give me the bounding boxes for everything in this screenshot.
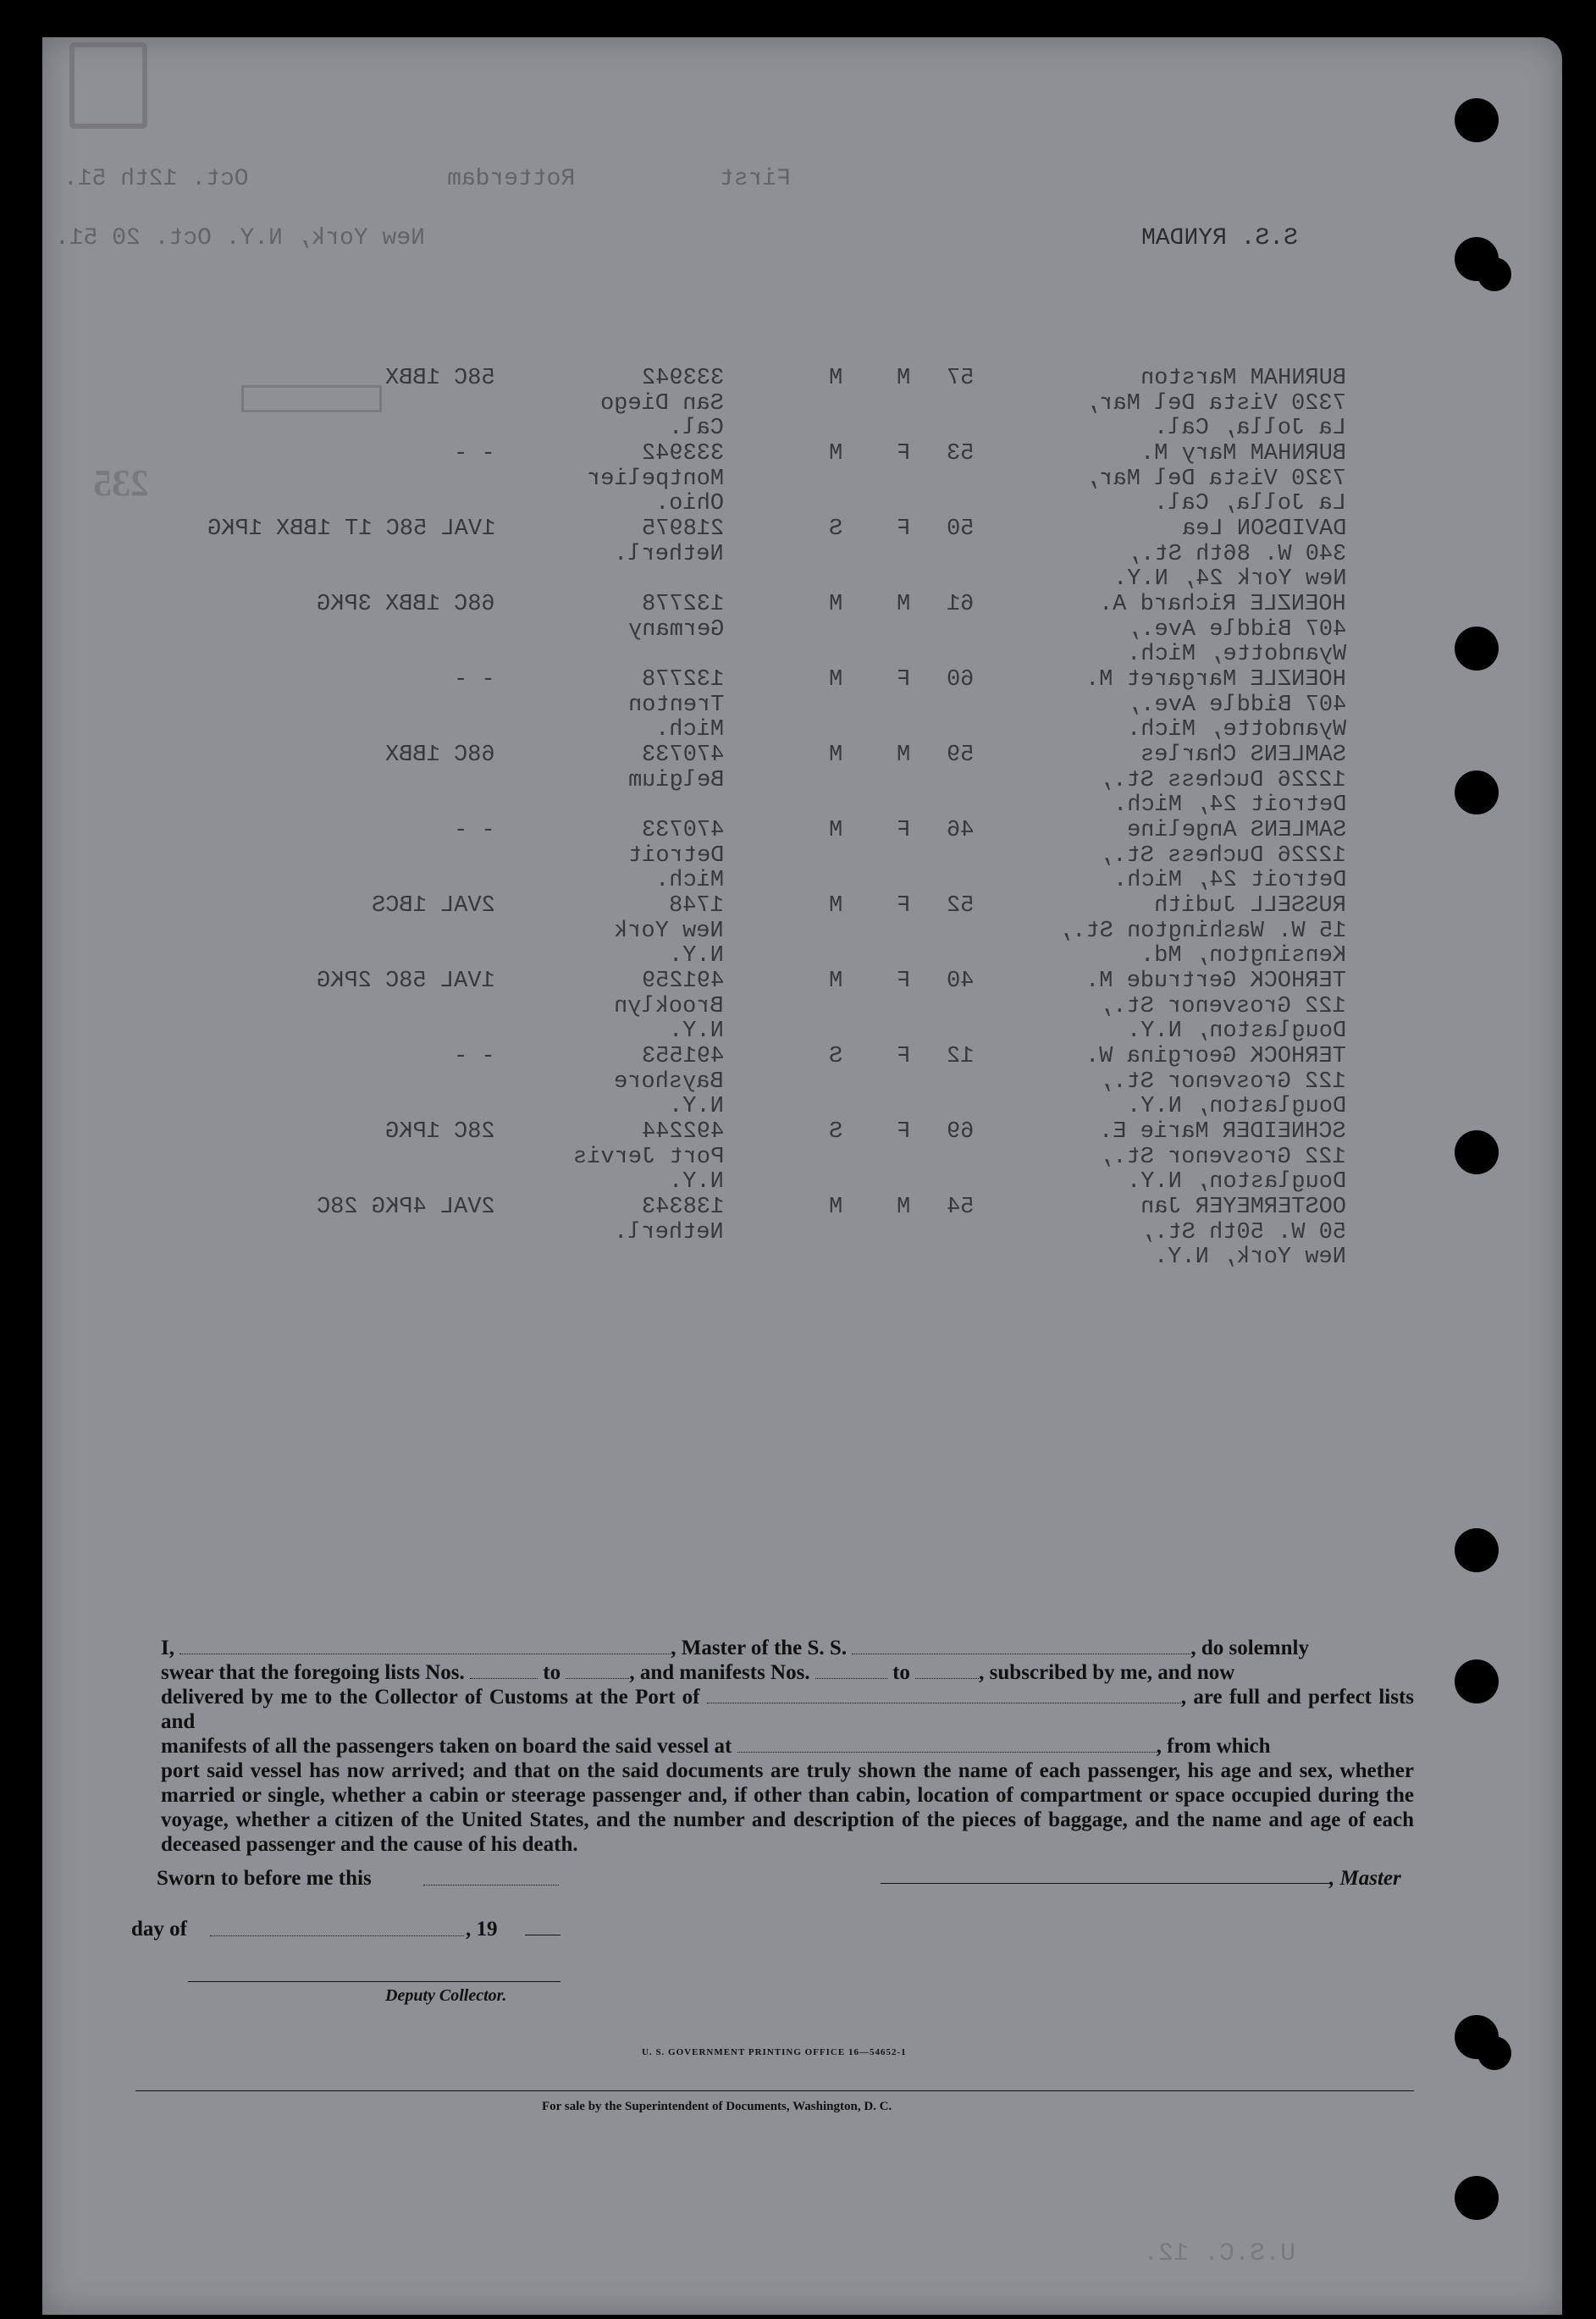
passenger-line: 122 Grosvenor St., bbox=[1099, 1144, 1346, 1170]
passenger-line: BURNHAM Mary M. bbox=[1140, 441, 1346, 467]
passenger-line: Detroit 24, Mich. bbox=[1113, 868, 1346, 893]
passenger-place: Cal. bbox=[669, 416, 724, 441]
passenger-line: Wyandotte, Mich. bbox=[1126, 642, 1346, 667]
passenger-line: 122 Grosvenor St., bbox=[1099, 993, 1346, 1019]
arrival-date: New York, N.Y. Oct. 20 51. bbox=[55, 225, 425, 251]
passenger-age: 60 bbox=[946, 667, 974, 693]
passenger-document: 491553 bbox=[641, 1044, 724, 1069]
form-number: U.S.C. 12. bbox=[1143, 2239, 1296, 2268]
passenger-line: HOENZLE Richard A. bbox=[1099, 592, 1346, 617]
passenger-line: Detroit 24, Mich. bbox=[1113, 792, 1346, 818]
passenger-marital: M bbox=[828, 1195, 842, 1220]
passenger-age: 59 bbox=[946, 743, 974, 768]
passenger-marital: M bbox=[828, 441, 842, 467]
passenger-line: SCHNEIDER Marie E. bbox=[1099, 1119, 1346, 1145]
sworn-label: Sworn to before me this bbox=[157, 1867, 372, 1890]
passenger-line: HOENZLE Margaret M. bbox=[1085, 667, 1346, 693]
master-label: , Master bbox=[1329, 1867, 1401, 1890]
passenger-place: N.Y. bbox=[669, 1094, 724, 1119]
passenger-marital: M bbox=[828, 743, 842, 768]
passenger-age: 61 bbox=[946, 592, 974, 617]
passenger-baggage: 28C 1PKG bbox=[385, 1119, 495, 1145]
passenger-place: Mich. bbox=[654, 717, 724, 743]
passenger-line: New York, N.Y. bbox=[1154, 1245, 1346, 1270]
passenger-place: Germany bbox=[627, 616, 724, 643]
passenger-place: Detroit bbox=[627, 842, 724, 869]
passenger-marital: M bbox=[828, 969, 842, 994]
passenger-document: 333942 bbox=[641, 366, 724, 391]
passenger-document: 132778 bbox=[641, 667, 724, 693]
passenger-sex: F bbox=[896, 893, 910, 919]
passenger-document: 470733 bbox=[641, 818, 724, 843]
passenger-sex: M bbox=[896, 1195, 910, 1220]
passenger-line: New York 24, N.Y. bbox=[1113, 566, 1346, 592]
passenger-sex: F bbox=[896, 969, 910, 994]
passenger-place: N.Y. bbox=[669, 1169, 724, 1195]
passenger-sex: M bbox=[896, 592, 910, 617]
passenger-sex: F bbox=[896, 818, 910, 843]
passenger-line: Douglaston, N.Y. bbox=[1126, 1169, 1346, 1195]
passenger-sex: F bbox=[896, 667, 910, 693]
passenger-baggage: - - bbox=[454, 1044, 495, 1069]
sworn-date-blank[interactable] bbox=[423, 1885, 559, 1886]
passenger-line: 12226 Duchess St., bbox=[1099, 842, 1346, 869]
passenger-line: Douglaston, N.Y. bbox=[1126, 1019, 1346, 1044]
passenger-age: 50 bbox=[946, 516, 974, 542]
passenger-age: 46 bbox=[946, 818, 974, 843]
passenger-line: 7320 Vista Del Mar, bbox=[1085, 390, 1346, 417]
passenger-place: Bayshore bbox=[614, 1068, 724, 1095]
passenger-sex: M bbox=[896, 366, 910, 391]
passenger-age: 53 bbox=[946, 441, 974, 467]
passenger-document: 470733 bbox=[641, 743, 724, 768]
manifest-from-blank[interactable] bbox=[815, 1661, 887, 1679]
passenger-place: N.Y. bbox=[669, 943, 724, 969]
passenger-place: Netherl. bbox=[614, 541, 724, 567]
passenger-line: 7320 Vista Del Mar, bbox=[1085, 466, 1346, 492]
passenger-baggage: 1VAL 58C 1T 1BBX 1PKG bbox=[207, 516, 495, 542]
gpo-imprint: U. S. GOVERNMENT PRINTING OFFICE 16—54652-1 bbox=[642, 2047, 907, 2057]
list-to-blank[interactable] bbox=[566, 1661, 629, 1679]
passenger-document: 492244 bbox=[641, 1119, 724, 1145]
page-number: 235 bbox=[93, 462, 149, 504]
master-signature-line[interactable] bbox=[881, 1883, 1329, 1884]
sailing-date: Oct. 12th 51. bbox=[64, 166, 249, 192]
year-label: , 19 bbox=[466, 1918, 498, 1941]
passenger-document: 333942 bbox=[641, 441, 724, 467]
passenger-line: SAMLENS Angeline bbox=[1126, 818, 1346, 843]
oath-line-2: swear that the foregoing lists Nos. to , and manifests Nos. to , subscribed by me, and now bbox=[161, 1661, 1235, 1684]
passenger-place: Brooklyn bbox=[614, 993, 724, 1019]
class-label: First bbox=[720, 166, 792, 192]
port-blank[interactable] bbox=[707, 1686, 1181, 1703]
passenger-line: Kensington, Md. bbox=[1140, 943, 1346, 969]
day-of-blank[interactable] bbox=[210, 1935, 464, 1936]
oath-paragraph bbox=[161, 1636, 1414, 1857]
passenger-line: La Jolla, Cal. bbox=[1154, 416, 1346, 441]
passenger-line: RUSSELL Judith bbox=[1154, 893, 1346, 919]
passenger-age: 52 bbox=[946, 893, 974, 919]
passenger-line: 50 W. 50th St., bbox=[1140, 1219, 1346, 1245]
passenger-place: Belgium bbox=[627, 767, 724, 793]
passenger-line: SAMLENS Charles bbox=[1140, 743, 1346, 768]
passenger-line: 15 W. Washington St., bbox=[1058, 918, 1346, 944]
ship-name: S.S. RYNDAM bbox=[1141, 225, 1298, 251]
port-label: Rotterdam bbox=[447, 166, 576, 192]
passenger-age: 69 bbox=[946, 1119, 974, 1145]
passenger-line: La Jolla, Cal. bbox=[1154, 491, 1346, 516]
oath-body: port said vessel has now arrived; and that on the said documents are truly shown the name of each passenger, his age and sex, whether married or single, whether a cabin or steerage passenger and, if other than cabin, location of compartment or space occupied during the voyage, whether a citizen of the United States, and the number and description of the pieces of baggage, and the name and age of each deceased passenger and the cause of his death. bbox=[161, 1759, 1414, 1856]
passenger-place: New York bbox=[614, 918, 724, 944]
passenger-baggage: - - bbox=[454, 441, 495, 467]
passenger-age: 12 bbox=[946, 1044, 974, 1069]
passenger-baggage: 1VAL 58C 2PKG bbox=[317, 969, 495, 994]
oath-line-1: I, , Master of the S. S. , do solemnly bbox=[161, 1637, 1309, 1659]
oath-line-4: manifests of all the passengers taken on board the said vessel at , from which bbox=[161, 1735, 1271, 1758]
oath-line-3: delivered by me to the Collector of Customs at the Port of , are full and perfect lists and bbox=[161, 1686, 1414, 1733]
passenger-sex: F bbox=[896, 1044, 910, 1069]
passenger-place: Trenton bbox=[627, 692, 724, 718]
passenger-baggage: 2VAL 1BCS bbox=[372, 893, 495, 919]
passenger-marital: M bbox=[828, 366, 842, 391]
passenger-marital: M bbox=[828, 592, 842, 617]
passenger-place: San Diego bbox=[600, 390, 724, 417]
passenger-line: Wyandotte, Mich. bbox=[1126, 717, 1346, 743]
passenger-document: 1748 bbox=[669, 893, 724, 919]
passenger-place: Mich. bbox=[654, 868, 724, 893]
passenger-place: Ohio. bbox=[654, 491, 724, 516]
passenger-document: 491259 bbox=[641, 969, 724, 994]
passenger-place: Netherl. bbox=[614, 1219, 724, 1245]
passenger-baggage: - - bbox=[454, 667, 495, 693]
passenger-sex: F bbox=[896, 1119, 910, 1145]
passenger-age: 54 bbox=[946, 1195, 974, 1220]
manifest-to-blank[interactable] bbox=[915, 1661, 979, 1679]
passenger-document: 138343 bbox=[641, 1195, 724, 1220]
passenger-marital: S bbox=[828, 516, 842, 542]
departure-port-blank[interactable] bbox=[737, 1735, 1157, 1753]
day-of-label: day of bbox=[131, 1918, 187, 1941]
master-name-blank[interactable] bbox=[179, 1637, 671, 1654]
deputy-signature-line[interactable] bbox=[188, 1981, 561, 1982]
footer-rule bbox=[135, 2090, 1414, 2091]
passenger-line: DAVIDSON Lea bbox=[1181, 516, 1346, 542]
passenger-line: TERHOCK Gertrude M. bbox=[1085, 969, 1346, 994]
passenger-baggage: 58C 1BBX bbox=[385, 366, 495, 391]
passenger-line: BURNHAM Marston bbox=[1140, 366, 1346, 391]
passenger-sex: F bbox=[896, 516, 910, 542]
passenger-line: 407 Biddle Ave., bbox=[1126, 616, 1346, 643]
passenger-line: 12226 Duchess St., bbox=[1099, 767, 1346, 793]
passenger-line: TERHOCK Georgina W. bbox=[1085, 1044, 1346, 1069]
passenger-line: OOSTERMEYER Jan bbox=[1140, 1195, 1346, 1220]
passenger-marital: M bbox=[828, 667, 842, 693]
passenger-document: 218975 bbox=[641, 516, 724, 542]
passenger-marital: M bbox=[828, 893, 842, 919]
passenger-sex: F bbox=[896, 441, 910, 467]
passenger-age: 57 bbox=[946, 366, 974, 391]
passenger-line: 340 W. 86th St., bbox=[1126, 541, 1346, 567]
list-from-blank[interactable] bbox=[470, 1661, 538, 1679]
passenger-baggage: - - bbox=[454, 818, 495, 843]
passenger-line: 407 Biddle Ave., bbox=[1126, 692, 1346, 718]
passenger-age: 40 bbox=[946, 969, 974, 994]
passenger-line: 122 Grosvenor St., bbox=[1099, 1068, 1346, 1095]
passenger-place: Port Jervis bbox=[572, 1144, 724, 1170]
passenger-line: Douglaston, N.Y. bbox=[1126, 1094, 1346, 1119]
passenger-sex: M bbox=[896, 743, 910, 768]
passenger-marital: M bbox=[828, 818, 842, 843]
passenger-document: 132778 bbox=[641, 592, 724, 617]
deputy-label: Deputy Collector. bbox=[385, 1986, 507, 2005]
passenger-marital: S bbox=[828, 1044, 842, 1069]
passenger-place: Montpelier bbox=[586, 466, 724, 492]
passenger-baggage: 2VAL 4PKG 28C bbox=[317, 1195, 495, 1220]
passenger-baggage: 68C 1BBX bbox=[385, 743, 495, 768]
vessel-name-blank[interactable] bbox=[852, 1637, 1190, 1654]
sale-notice: For sale by the Superintendent of Documents, Washington, D. C. bbox=[542, 2100, 892, 2113]
passenger-place: N.Y. bbox=[669, 1019, 724, 1044]
passenger-baggage: 68C 1BBX 3PKG bbox=[317, 592, 495, 617]
passenger-marital: S bbox=[828, 1119, 842, 1145]
